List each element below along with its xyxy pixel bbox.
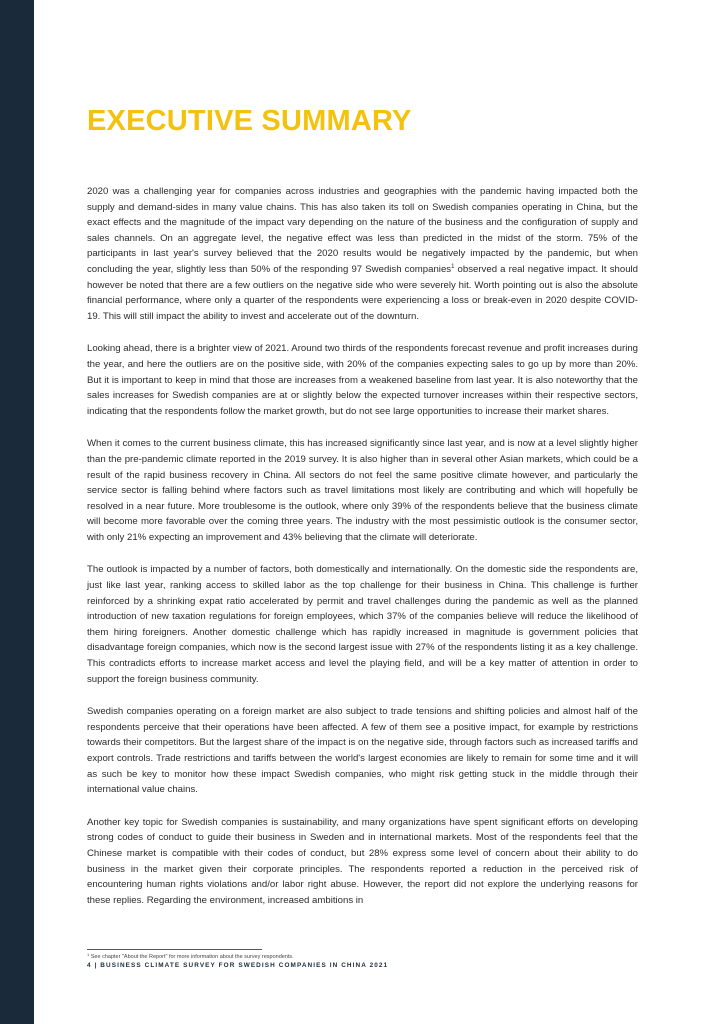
side-color-bar (0, 0, 34, 1024)
paragraph-3: When it comes to the current business climate, this has increased significantly since last year, and is now at a level slightly higher than the pre-pandemic climate reported in the 2019 survey. It is also higher than in several other Asian markets, which could be a result of the rapid business recovery in China. All sectors do not feel the same positive climate however, and particularly the service sector is falling behind where factors such as travel limitations most likely are contributing and which will hopefully be resolved in a near future. More troublesome is the outlook, where only 39% of the respondents believe that the business climate will become more favorable over the coming three years. The industry with the most pessimistic outlook is the consumer sector, with only 21% expecting an improvement and 43% believing that the climate will deteriorate. (87, 438, 638, 543)
footnote-divider (87, 949, 262, 950)
page-title: EXECUTIVE SUMMARY (87, 105, 412, 137)
paragraph-1-text-a: 2020 was a challenging year for companies across industries and geographies with the pandemic having impacted both the supply and demand-sides in many value chains. This has also taken its toll on Swedish companies operating in China, but the exact effects and the magnitude of the impact vary depending on the nature of the business and the configuration of supply and sales channels. On an aggregate level, the negative effect was less than predicted in the midst of the storm. 75% of the participants in last year's survey believed that the 2020 results would be negatively impacted by the pandemic, but when concluding the year, slightly less than 50% of the responding 97 Swedish companies (87, 186, 638, 275)
paragraph-1-text-b: observed a real negative impact. It should however be noted that there are a few outliers on the negative side who were severely hit. Worth pointing out is also the absolute financial performance, where only a quarter of the respondents were experiencing a loss or break-even in 2020 despite COVID-19. This will still impact the ability to invest and accelerate out of the downturn. (87, 263, 638, 322)
paragraph-5: Swedish companies operating on a foreign market are also subject to trade tensions and shifting policies and almost half of the respondents perceive that their operations have been affected. A few of them see a positive impact, for example by restrictions towards their competitors. But the largest share of the impact is on the negative side, through factors such as increased tariffs and export controls. Trade restrictions and tariffs between the world's largest economies are likely to remain for some time and it will as such be key to monitor how these impact Swedish companies, who might risk getting stuck in the middle through their international value chains. (87, 706, 638, 796)
paragraph-2: Looking ahead, there is a brighter view of 2021. Around two thirds of the respondents forecast revenue and profit increases during the year, and here the outliers are on the positive side, with 20% of the companies expecting sales to go up by more than 20%. But it is important to keep in mind that those are increases from a weakened baseline from last year. It is also noteworthy that the sales increases for Swedish companies are at or slightly below the expected turnover increases within their respective sectors, indicating that the respondents follow the market growth, but do not see large opportunities to increase their market shares. (87, 343, 638, 417)
paragraph-6: Another key topic for Swedish companies is sustainability, and many organizations have spent significant efforts on developing strong codes of conduct to guide their business in Sweden and in international markets. Most of the respondents feel that the Chinese market is compatible with their codes of conduct, but 28% express some level of concern about their ability to do business in the market given their corporate principles. The respondents reported a reduction in the perceived risk of encountering human rights violations and/or labor right abuse. However, the report did not explore the underlying reasons for these replies. Regarding the environment, increased ambitions in (87, 816, 638, 906)
page-footer: 4 | BUSINESS CLIMATE SURVEY FOR SWEDISH COMPANIES IN CHINA 2021 (87, 962, 389, 969)
footnote-text: See chapter "About the Report" for more information about the survey respondents. (89, 954, 294, 960)
footnote-number: 1 (87, 952, 90, 957)
footnote-reference: 1 (451, 263, 455, 270)
footnote (87, 953, 294, 961)
body-text (87, 184, 638, 925)
paragraph-1 (87, 184, 638, 324)
paragraph-4: The outlook is impacted by a number of factors, both domestically and internationally. On the domestic side the respondents are, just like last year, ranking access to skilled labor as the top challenge for their business in China. This challenge is further reinforced by a shrinking expat ratio accelerated by permit and travel challenges during the pandemic as well as the planned introduction of new taxation regulations for foreign employees, which 37% of the companies believe will reduce the likelihood of them hiring foreigners. Another domestic challenge which has rapidly increased in magnitude is government policies that disadvantage foreign companies, which now is the second largest issue with 27% of the respondents listing it as a key challenge. This contradicts efforts to increase market access and level the playing field, and will be a key matter of attention in order to support the foreign business community. (87, 564, 638, 685)
